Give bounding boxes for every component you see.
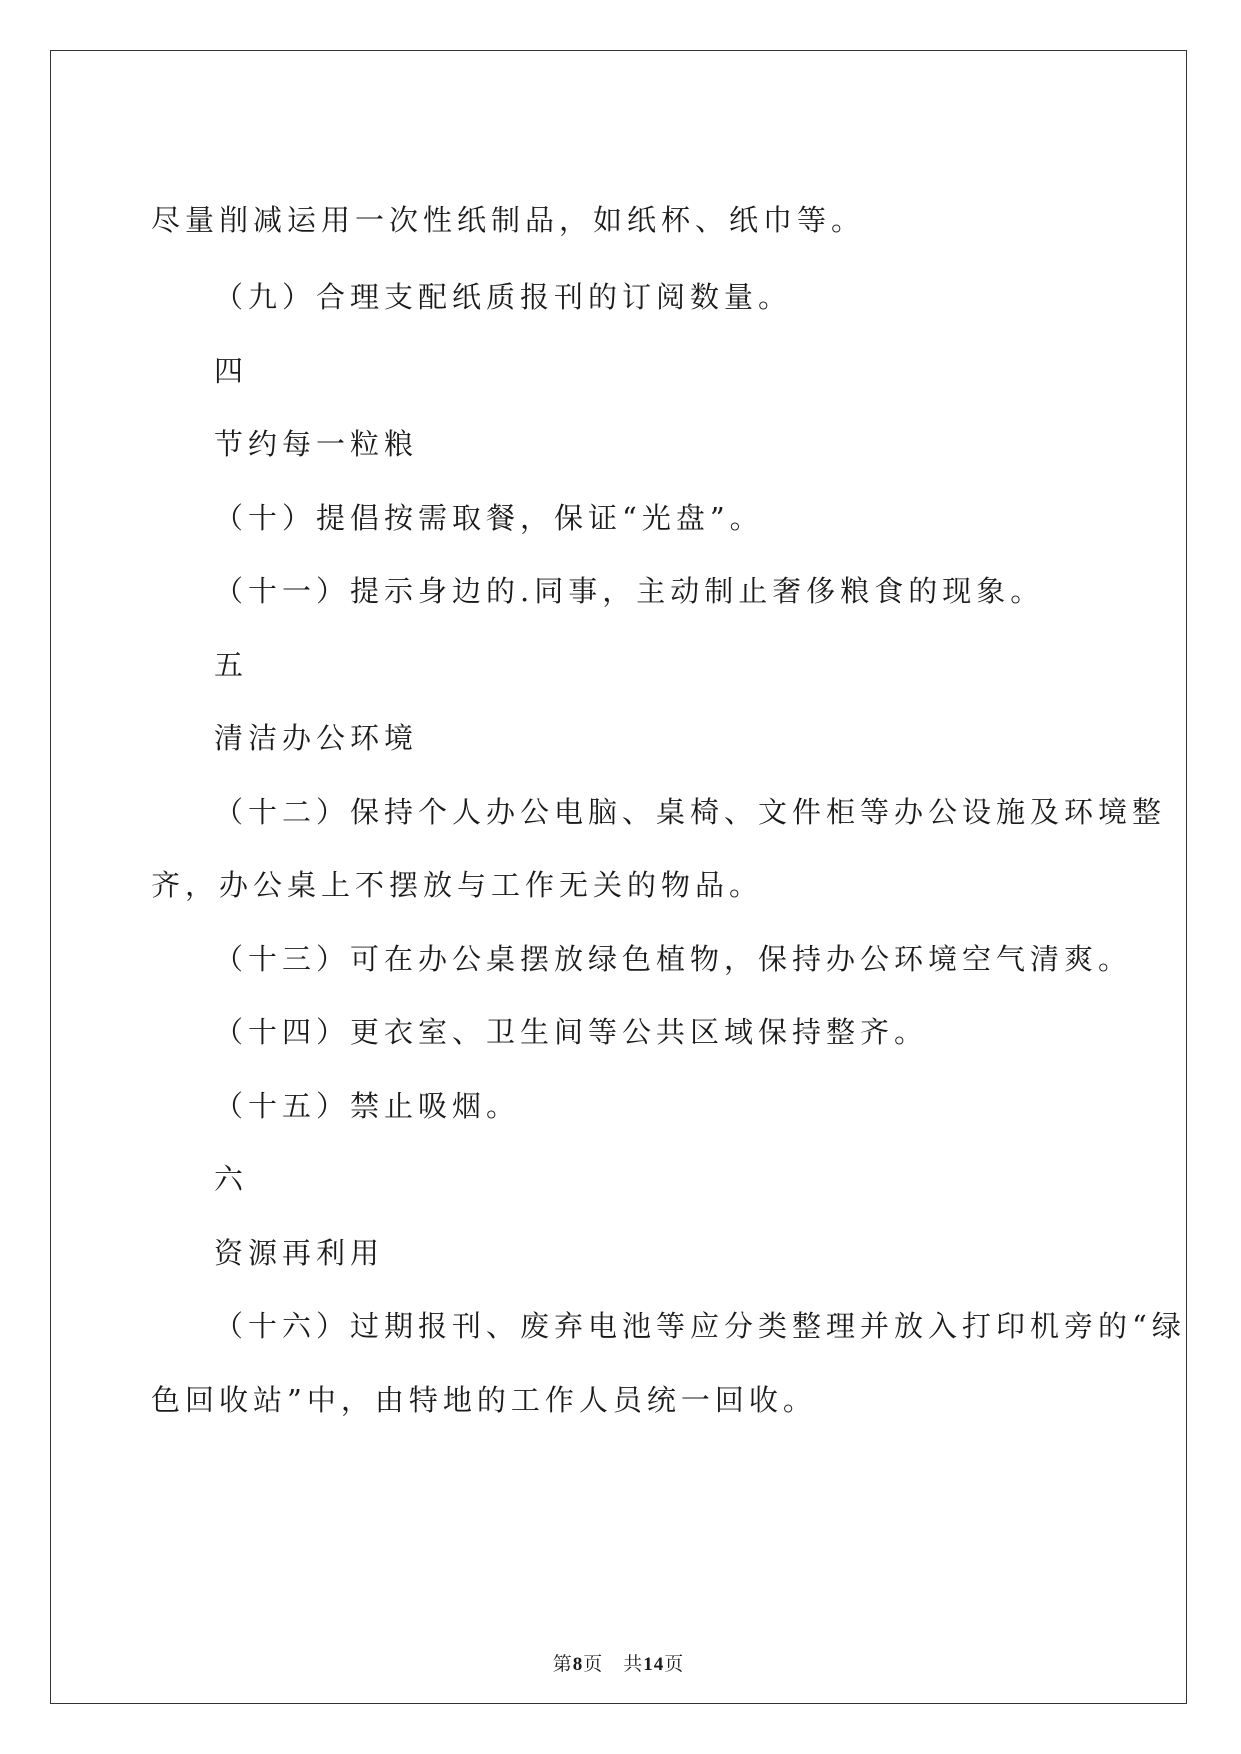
item-10: （十）提倡按需取餐，保证“光盘”。 — [214, 501, 764, 535]
section-number-4: 四 — [214, 354, 249, 388]
item-11: （十一）提示身边的.同事，主动制止奢侈粮食的现象。 — [214, 574, 1045, 608]
item-13: （十三）可在办公桌摆放绿色植物，保持办公环境空气清爽。 — [214, 942, 1133, 976]
item-16: （十六）过期报刊、废弃电池等应分类整理并放入打印机旁的“绿 — [214, 1309, 1186, 1343]
total-prefix: 共 — [623, 1654, 644, 1675]
item-12-continuation: 齐，办公桌上不摆放与工作无关的物品。 — [151, 868, 764, 902]
total-pages: 14 — [643, 1654, 665, 1675]
item-15: （十五）禁止吸烟。 — [214, 1089, 521, 1123]
section-heading-save-grain: 节约每一粒粮 — [214, 427, 419, 461]
item-16-continuation: 色回收站”中，由特地的工作人员统一回收。 — [151, 1383, 817, 1417]
section-number-5: 五 — [214, 648, 249, 682]
total-suffix: 页 — [664, 1654, 685, 1675]
section-heading-reuse: 资源再利用 — [214, 1236, 385, 1270]
section-number-6: 六 — [214, 1162, 249, 1196]
page-prefix: 第 — [552, 1654, 573, 1675]
item-9: （九）合理支配纸质报刊的订阅数量。 — [214, 280, 793, 314]
item-12: （十二）保持个人办公电脑、桌椅、文件柜等办公设施及环境整 — [214, 795, 1167, 829]
page-footer — [51, 1653, 1186, 1677]
text-line-continuation: 尽量削减运用一次性纸制品，如纸杯、纸巾等。 — [151, 203, 866, 237]
section-heading-clean-office: 清洁办公环境 — [214, 721, 419, 755]
page-border — [50, 50, 1187, 1704]
page-number: 8 — [572, 1654, 584, 1675]
page-suffix: 页 — [583, 1654, 604, 1675]
item-14: （十四）更衣室、卫生间等公共区域保持整齐。 — [214, 1015, 929, 1049]
